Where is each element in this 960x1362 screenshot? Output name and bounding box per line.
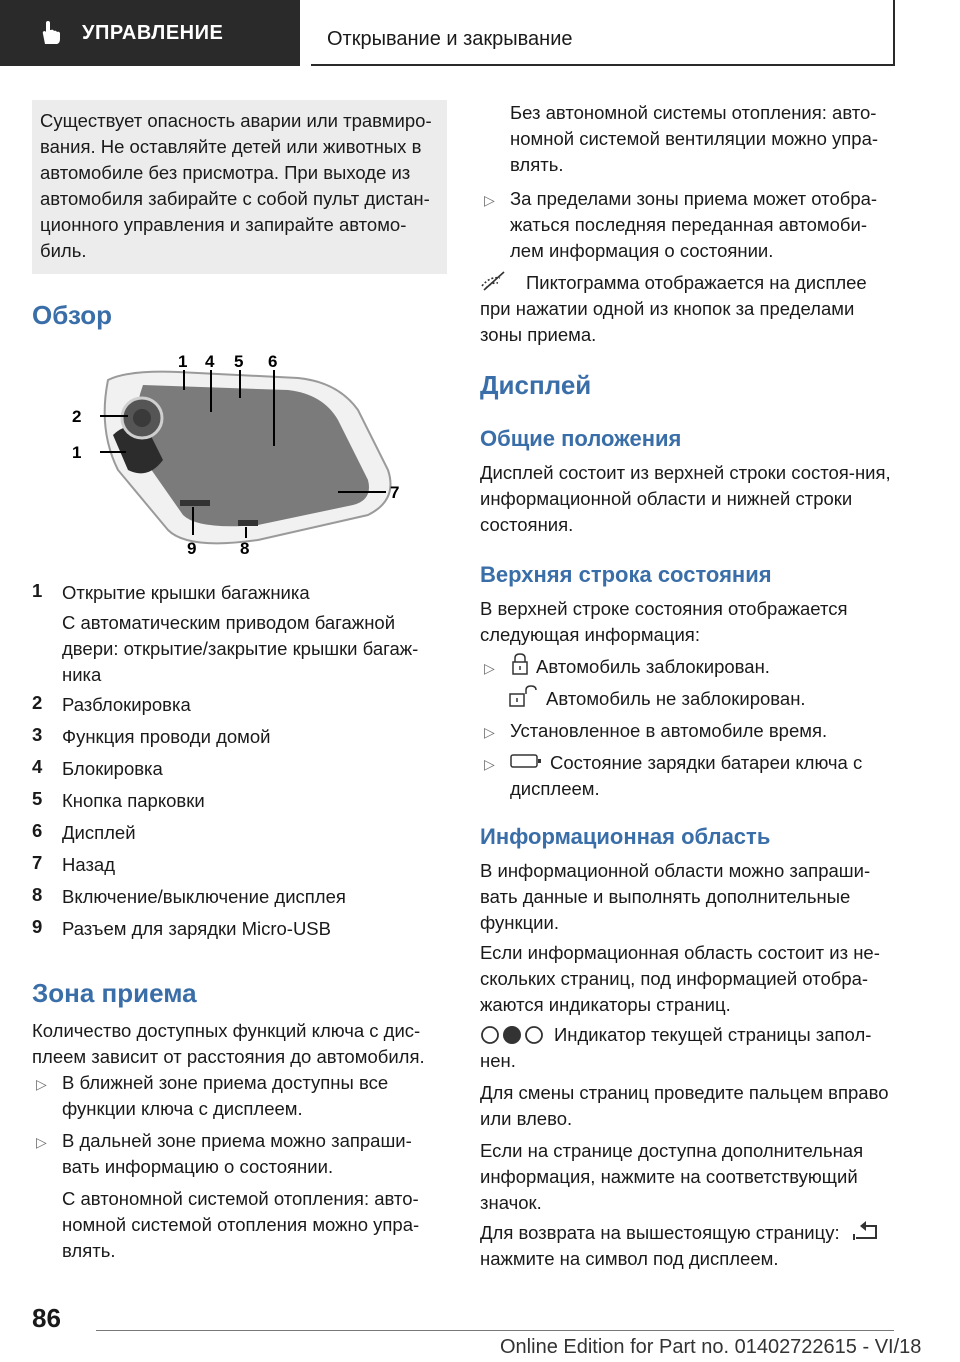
key-illustration: [68, 350, 408, 560]
info-p2: Если информационная область состоит из не-скольких страниц, под информацией отобра-жаются индикаторы страниц.: [480, 942, 880, 1015]
info-p6b: нажмите на символ под дисплеем.: [480, 1248, 779, 1269]
callout-7: 7: [390, 483, 400, 502]
unlocked-text: Автомобиль не заблокирован.: [546, 688, 806, 709]
bullet-icon: ▷: [484, 724, 495, 740]
callout-4: 4: [205, 352, 215, 371]
info-p4: Для смены страниц проведите пальцем вправо или влево.: [480, 1082, 889, 1129]
bullet-icon: ▷: [484, 192, 495, 208]
info-p6: Для возврата на вышестоящую страницу:: [480, 1222, 840, 1243]
callout-9: 9: [187, 539, 197, 558]
section-title: УПРАВЛЕНИЕ: [82, 21, 224, 44]
time-text: Установленное в автомобиле время.: [510, 720, 828, 741]
callout-1: 1: [72, 443, 82, 462]
bullet-icon: ▷: [36, 1134, 47, 1150]
bullet-icon: ▷: [36, 1076, 47, 1092]
general-title: Общие положения: [480, 426, 682, 451]
back-arrow-icon: [852, 1220, 882, 1242]
lock-closed-icon: [510, 652, 530, 676]
info-p1: В информационной области можно запраши-вать данные и выполнять дополнительные функции.: [480, 860, 871, 933]
bullet-icon: ▷: [484, 660, 495, 676]
info-area-title: Информационная область: [480, 824, 771, 849]
general-text: Дисплей состоит из верхней строки состоя-ния, информационной области и нижней строки состояния.: [480, 462, 891, 535]
reception-bullet-2-extra2: Без автономной системы отопления: авто-номной системой вентиляции можно упра-влять.: [510, 102, 879, 175]
reception-bullet-1: В ближней зоне приема доступны все функции ключа с дисплеем.: [62, 1072, 389, 1119]
callout-3: 1: [178, 352, 188, 371]
callout-5: 5: [234, 352, 244, 371]
reception-bullet-2: В дальней зоне приема можно запраши-вать информацию о состоянии.: [62, 1130, 412, 1177]
info-p5: Если на странице доступна дополнительная информация, нажмите на соответствующий значок.: [480, 1140, 864, 1213]
bullet-icon: ▷: [484, 756, 495, 772]
info-p3: Индикатор текущей страницы запол-нен.: [480, 1024, 872, 1071]
callout-2: 2: [72, 407, 82, 426]
reception-bullet-3: За пределами зоны приема может отобра-жаться последняя переданная автомоби-лем информация о состоянии.: [510, 188, 878, 261]
reception-title: Зона приема: [32, 978, 197, 1008]
pictogram-note: Пиктограмма отображается на дисплее при нажатии одной из кнопок за пределами зоны приема.: [480, 272, 867, 345]
warning-box: [32, 100, 447, 274]
reception-intro: Количество доступных функций ключа с дис-плеем зависит от расстояния до автомобиля.: [32, 1020, 425, 1067]
locked-text: Автомобиль заблокирован.: [536, 656, 770, 677]
warning-text: Существует опасность аварии или травмиро-вания. Не оставляйте детей или животных в автомобиле без присмотра. При выходе из автомобиля забирайте с собой пульт дистан-ционного управления и запирайте автомо-биль.: [40, 110, 432, 261]
display-title: Дисплей: [480, 370, 592, 400]
footer-divider: [96, 1330, 894, 1331]
callout-8: 8: [240, 539, 250, 558]
footer-edition: Online Edition for Part no. 01402722615 - VI/18: [500, 1336, 922, 1358]
overview-title: Обзор: [32, 300, 112, 330]
page-number: 86: [32, 1303, 61, 1333]
callout-6: 6: [268, 352, 278, 371]
top-status-text: В верхней строке состояния отображается следующая информация:: [480, 598, 848, 645]
top-status-title: Верхняя строка состояния: [480, 562, 772, 587]
battery-text: Состояние зарядки батареи ключа с дисплеем.: [510, 752, 863, 799]
page-header: [0, 0, 960, 66]
reception-bullet-2-extra: С автономной системой отопления: авто-номной системой отопления можно упра-влять.: [62, 1188, 420, 1261]
hand-icon: [38, 20, 64, 46]
chapter-title: Открывание и закрывание: [327, 28, 573, 50]
chapter-tab: [311, 0, 895, 66]
lock-open-icon: [508, 684, 538, 708]
section-tab: [0, 0, 300, 66]
